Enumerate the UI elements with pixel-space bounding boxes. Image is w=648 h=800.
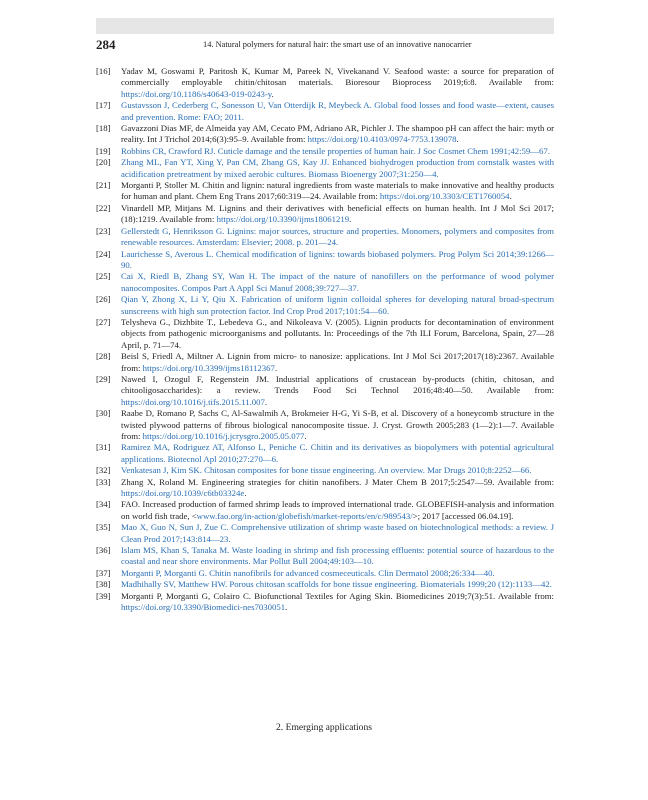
reference-item bbox=[96, 408, 554, 442]
reference-number: [32] bbox=[96, 465, 111, 476]
reference-number: [37] bbox=[96, 567, 111, 578]
reference-text: . bbox=[271, 88, 274, 99]
reference-item bbox=[96, 465, 554, 476]
reference-text: >; 2017 [accessed 06.04.19]. bbox=[412, 510, 514, 521]
reference-item bbox=[96, 180, 554, 203]
reference-number: [23] bbox=[96, 225, 111, 236]
reference-number: [39] bbox=[96, 590, 111, 601]
reference-link[interactable]: Mao X, Guo N, Sun J, Zue C. Comprehensive utilization of shrimp waste based on biotechnological methods: a review. J Clean Prod 2017;143:814—23. bbox=[121, 522, 554, 544]
reference-link[interactable]: Ramirez MA, Rodriguez AT, Alfonso L, Peniche C. Chitin and its derivatives as biopolymers with potential agricultural applications. Biotecnol Apl 2010;27:270—6. bbox=[121, 442, 554, 464]
reference-item bbox=[96, 579, 554, 590]
reference-link[interactable]: Qian Y, Zhong X, Li Y, Qiu X. Fabrication of uniform lignin colloidal spheres for developing natural broad-spectrum sunscreens with high sun protection factor. Ind Crop Prod 2017;101:54—60. bbox=[121, 294, 554, 316]
reference-link[interactable]: Gellerstedt G, Henriksson G. Lignins: major sources, structure and properties. Monomers, polymers and composites from renewable resources. Amsterdam: Elsevier; 2008. p. 201—24. bbox=[121, 225, 554, 248]
reference-item bbox=[96, 157, 554, 180]
reference-number: [28] bbox=[96, 351, 111, 362]
reference-link[interactable]: Zhang ML, Fan YT, Xing Y, Pan CM, Zhang GS, Kay JJ. Enhanced biohydrogen production from cornstalk wastes with acidification pretreatment by mixed aerobic cultures. Biomass Bioenergy 2007;31:250—4. bbox=[121, 157, 554, 179]
page-number: 284 bbox=[96, 37, 116, 52]
reference-link[interactable]: Islam MS, Khan S, Tanaka M. Waste loading in shrimp and fish processing effluents: potential source of hazardous to the coastal and near shore environments. Mar Pollut Bull 2004;49:103—10. bbox=[121, 545, 554, 567]
reference-item bbox=[96, 66, 554, 100]
reference-number: [34] bbox=[96, 499, 111, 510]
reference-number: [36] bbox=[96, 545, 111, 556]
reference-item bbox=[96, 591, 554, 614]
reference-text: Beisl S, Friedl A, Miltner A. Lignin from micro- to nanosize: applications. Int J Mol Sci 2017;2017(18):2367. Available from: bbox=[121, 351, 554, 373]
reference-link[interactable]: Venkatesan J, Kim SK. Chitosan composites for bone tissue engineering. An overview. Mar Drugs 2010;8:2252—66. bbox=[121, 465, 532, 476]
header-bar bbox=[96, 18, 554, 34]
reference-number: [27] bbox=[96, 316, 111, 327]
reference-text: Telysheva G., Dizhbite T., Lebedeva G., and Nikoleava V. (2005). Lignin products for decontamination of environment objects from pathogenic microorganisms and pollutants. In: Proceedings of the 7th ILI Forum, Barcelona, Spain, 27—28 April, p. 71—74. bbox=[121, 316, 554, 350]
reference-text: . bbox=[304, 431, 307, 441]
reference-link[interactable]: https://doi.org/10.1016/j.tifs.2015.11.007 bbox=[121, 396, 265, 407]
reference-item bbox=[96, 442, 554, 465]
reference-item bbox=[96, 351, 554, 374]
reference-link[interactable]: https://doi.org/10.1039/c6tb03324e bbox=[121, 488, 245, 499]
reference-item bbox=[96, 477, 554, 500]
reference-text: . bbox=[509, 191, 512, 202]
reference-link[interactable]: www.fao.org/in-action/globefish/market-reports/en/c/989543/ bbox=[196, 510, 413, 521]
reference-number: [35] bbox=[96, 522, 111, 533]
reference-text: Raabe D, Romano P, Sachs C, Al-Sawalmih A, Brokmeier H-G, Yi S-B, et al. Discovery of a honeycomb structure in the twisted plywood patterns of fibrous biological nanocomposite tissue. J. Cryst. Growth 2005;283 (1—2):1—7. Available from: bbox=[121, 408, 554, 441]
reference-item bbox=[96, 545, 554, 568]
reference-number: [16] bbox=[96, 66, 111, 76]
footer-section-title: 2. Emerging applications bbox=[275, 722, 372, 733]
reference-text: Yadav M, Goswami P, Paritosh K, Kumar M, Pareek N, Vivekanand V. Seafood waste: a source for preparation of commercially employable chitin/chitosan materials. Bioresour Bioprocess 2019;6:8. Available from: bbox=[121, 66, 554, 88]
reference-text: . bbox=[244, 488, 247, 499]
reference-text: . bbox=[285, 602, 288, 613]
reference-text: . bbox=[456, 134, 459, 145]
reference-number: [30] bbox=[96, 408, 111, 419]
reference-link[interactable]: https://doi.org/10.3303/CET1760054 bbox=[379, 191, 510, 202]
reference-number: [24] bbox=[96, 248, 111, 259]
reference-number: [18] bbox=[96, 123, 111, 134]
reference-link[interactable]: https://doi.org/10.1186/s40643-019-0243-y bbox=[121, 88, 272, 99]
reference-item bbox=[96, 568, 554, 579]
running-title: 14. Natural polymers for natural hair: the smart use of an innovative nanocarrier bbox=[203, 40, 472, 49]
reference-link[interactable]: Laurichesse S, Averous L. Chemical modification of lignins: towards biobased polymers. Prog Polym Sci 2014;39:1266—90. bbox=[121, 248, 554, 270]
page-header bbox=[96, 37, 554, 51]
reference-link[interactable]: Madhihally SV, Matthew HW. Porous chitosan scaffolds for bone tissue engineering. Biomaterials 1999;20 (12):1133—42. bbox=[121, 579, 552, 590]
reference-item bbox=[96, 294, 554, 317]
reference-link[interactable]: https://doi.org/10.3390/ijms18061219 bbox=[216, 214, 350, 225]
reference-list bbox=[96, 66, 554, 614]
reference-link[interactable]: Robbins CR, Crawford RJ. Cuticle damage and the tensile properties of human hair. J Soc Cosmet Chem 1991;42:59—67. bbox=[121, 145, 550, 156]
reference-item bbox=[96, 499, 554, 522]
reference-text: Nawed I, Ozogul F, Regenstein JM. Industrial applications of crustacean by-products (chitin, chitosan, and chitooligosaccharides): a review. Trends Food Sci Technol 2016;48:40—50. Available from: bbox=[121, 373, 554, 396]
reference-text: FAO. Increased production of farmed shrimp leads to improved international trade. GLOBEFISH-analysis and information on world fish trade, < bbox=[121, 499, 554, 521]
reference-number: [25] bbox=[96, 271, 111, 282]
reference-link[interactable]: Morganti P, Morganti G. Chitin nanofibrils for advanced cosmeceuticals. Clin Dermatol 2008;26:334—40. bbox=[121, 567, 495, 578]
reference-item bbox=[96, 249, 554, 272]
reference-text: Morganti P, Morganti G, Colairo C. Biofunctional Textiles for Aging Skin. Biomedicines 2019;7(3):51. Available from: bbox=[121, 590, 554, 601]
reference-text: Gavazzoni Dias MF, de Almeida yay AM, Cecato PM, Adriano AR, Pichler J. The shampoo pH can affect the hair: myth or reality. Int J Trichol 2014;6(3):95–9. Available from: bbox=[121, 123, 554, 145]
reference-link[interactable]: https://doi.org/10.1016/j.jcrysgro.2005.05.077 bbox=[142, 431, 305, 441]
reference-text: Vinardell MP, Mitjans M. Lignins and their derivatives with beneficial effects on human health. Int J Mol Sci 2017;(18):1219. Available from: bbox=[121, 202, 554, 225]
reference-link[interactable]: https://doi.org/10.4103/0974-7753.139078 bbox=[307, 134, 457, 145]
reference-text: Morganti P, Stoller M. Chitin and lignin: natural ingredients from waste materials to make innovative and healthy products for human and plant. Chem Eng Trans 2017;60:319—24. Available from: bbox=[121, 180, 554, 202]
reference-item bbox=[96, 203, 554, 226]
reference-item bbox=[96, 271, 554, 294]
reference-link[interactable]: https://doi.org/10.3390/Biomedici-nes7030051 bbox=[121, 602, 286, 613]
reference-number: [31] bbox=[96, 442, 111, 453]
reference-item bbox=[96, 123, 554, 146]
reference-item bbox=[96, 317, 554, 351]
reference-text: . bbox=[274, 362, 278, 373]
reference-item bbox=[96, 226, 554, 249]
reference-item bbox=[96, 522, 554, 545]
reference-number: [38] bbox=[96, 579, 111, 590]
reference-number: [17] bbox=[96, 100, 111, 111]
reference-item bbox=[96, 100, 554, 123]
reference-number: [26] bbox=[96, 294, 111, 305]
reference-link[interactable]: Cai X, Riedl B, Zhang SY, Wan H. The impact of the nature of nanofillers on the performance of wood polymer nanocomposites. Compos Part A Appl Sci Manuf 2008;39:727—37. bbox=[121, 271, 554, 293]
reference-text: . bbox=[264, 396, 268, 407]
reference-link[interactable]: Gustavsson J, Cederberg C, Sonesson U, Van Otterdijk R, Meybeck A. Global food losses and food waste—extent, causes and prevention. Rome: FAO; 2011. bbox=[121, 100, 554, 122]
reference-number: [19] bbox=[96, 145, 111, 156]
reference-number: [21] bbox=[96, 180, 111, 191]
reference-number: [22] bbox=[96, 202, 111, 213]
reference-text: Zhang X, Roland M. Engineering strategies for chitin nanofibers. J Mater Chem B 2017;5:2547—59. Available from: bbox=[121, 476, 554, 487]
reference-text: . bbox=[349, 214, 352, 225]
reference-link[interactable]: https://doi.org/10.3399/ijms18112367 bbox=[142, 362, 275, 373]
reference-number: [29] bbox=[96, 373, 111, 384]
reference-item bbox=[96, 374, 554, 408]
reference-item bbox=[96, 146, 554, 157]
reference-number: [33] bbox=[96, 476, 111, 487]
reference-number: [20] bbox=[96, 157, 111, 168]
